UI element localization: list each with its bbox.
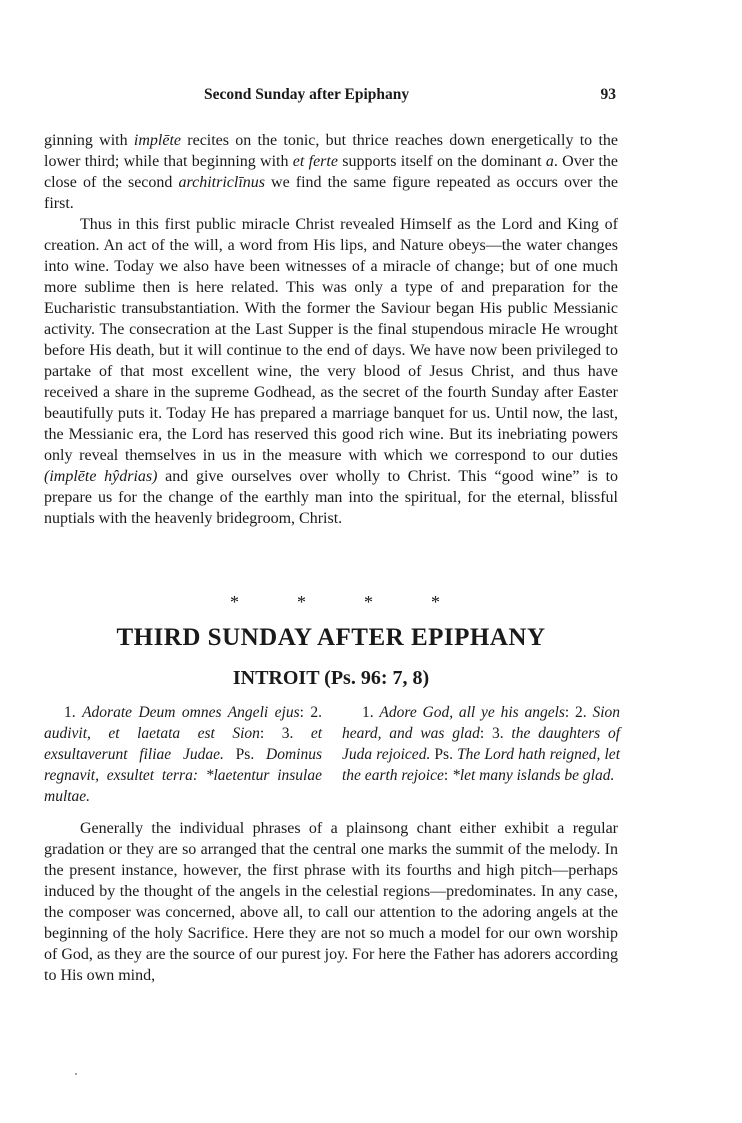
italic-term: architriclīnus — [178, 174, 265, 191]
italic-term: (implēte hŷdrias) — [44, 468, 158, 485]
italic-term: implēte — [133, 132, 181, 149]
verse-number: : 3. — [479, 725, 512, 742]
asterisk: * — [431, 592, 440, 612]
text-run: and give ourselves over wholly to Christ. This “good wine” is to prepare us for the change of the earthly man into the spiritual, for the eternal, blissful nuptials with the heavenly bridegroom, Christ. — [44, 468, 619, 527]
psalm-label: Ps. — [430, 746, 458, 763]
verse-text: Adore God, all ye his angels — [379, 704, 565, 721]
verse-text: *let many islands be glad. — [452, 767, 615, 784]
verse-text: audivit, et laetata est Sion — [44, 725, 260, 742]
verse-text: The Lord hath reigned, let the earth rejoice — [342, 746, 620, 784]
page-number: 93 — [600, 86, 616, 103]
verse-text: et exsultaverunt filiae Judae. — [44, 725, 323, 763]
paragraph-commentary: Generally the individual phrases of a plainsong chant either exhibit a regular gradation or they are so arranged that the central one marks the summit of the melody. In the present instance, however, the first phrase with its fourths and high pitch—perhaps induced by the thought of the angels in the celestial regions—predominates. In any case, the composer was concerned, above all, to call our attention to the adoring angels at the beginning of the holy Sacrifice. Here they are not so much a model for our own worship of God, as they are the source of our purest joy. For here the Father has adorers according to His own mind, — [44, 820, 618, 984]
verse-text: Sion heard, and was glad — [342, 704, 620, 742]
verse-number: : 3. — [259, 725, 311, 742]
verse-number: : 2. — [299, 704, 322, 721]
asterisk: * — [364, 592, 373, 612]
text-run: supports itself on the dominant — [337, 153, 546, 170]
verse-number: : 2. — [564, 704, 593, 721]
introit-latin-column — [44, 702, 322, 807]
page-speck — [75, 1073, 77, 1075]
text-run: ginning with — [44, 132, 134, 149]
verse-number: 1. — [64, 704, 83, 721]
introit-english-column — [342, 702, 620, 786]
text-run: Thus in this first public miracle Christ revealed Himself as the Lord and King of creation. An act of the will, a word from His lips, and Nature obeys—the water changes into wine. Today we also have been witnesses of a miracle of change; but of one much more sublime then is here related. This was only a type of and preparation for the Eucharistic transubstantiation. With the former the Saviour began His public Messianic activity. The consecration at the Last Supper is the final stupendous miracle He wrought before His death, but it will continue to the end of days. We have now been privileged to partake of that most excellent wine, the very blood of Jesus Christ, and thus have received a share in the supreme Godhead, as the secret of the fourth Sunday after Easter beautifully puts it. Today He has prepared a marriage banquet for us. Until now, the last, the Messianic era, the Lord has reserved this good rich wine. But its inebriating powers only reveal themselves in us in the measure with which we correspond to our duties — [44, 216, 618, 464]
psalm-label: Ps. — [223, 746, 267, 763]
running-title: Second Sunday after Epiphany — [204, 86, 410, 103]
verse-text: the daughters of Juda rejoiced. — [342, 725, 621, 763]
section-title: THIRD SUNDAY AFTER EPIPHANY — [116, 624, 546, 651]
asterisk: * — [230, 592, 239, 612]
paragraph-miracle — [44, 214, 618, 529]
text-run: recites on the tonic, but thrice reaches down energetically to the lower third; while that beginning with — [44, 132, 618, 170]
verse-text: Dominus regnavit, exsultet terra: *laetentur insulae multae. — [44, 746, 322, 805]
running-head — [44, 86, 624, 108]
verse-separator: : — [443, 767, 453, 784]
paragraph-continued — [44, 130, 618, 214]
asterisk: * — [297, 592, 306, 612]
text-run: . Over the close of the second — [44, 153, 618, 191]
text-run: we find the same figure repeated as occurs over the first. — [44, 174, 618, 212]
introit-heading: INTROIT (Ps. 96: 7, 8) — [232, 667, 430, 689]
verse-text: Adorate Deum omnes Angeli ejus — [82, 704, 300, 721]
asterisk-divider — [230, 592, 440, 614]
italic-term: a — [545, 153, 554, 170]
verse-number: 1. — [362, 704, 380, 721]
italic-term: et ferte — [292, 153, 338, 170]
